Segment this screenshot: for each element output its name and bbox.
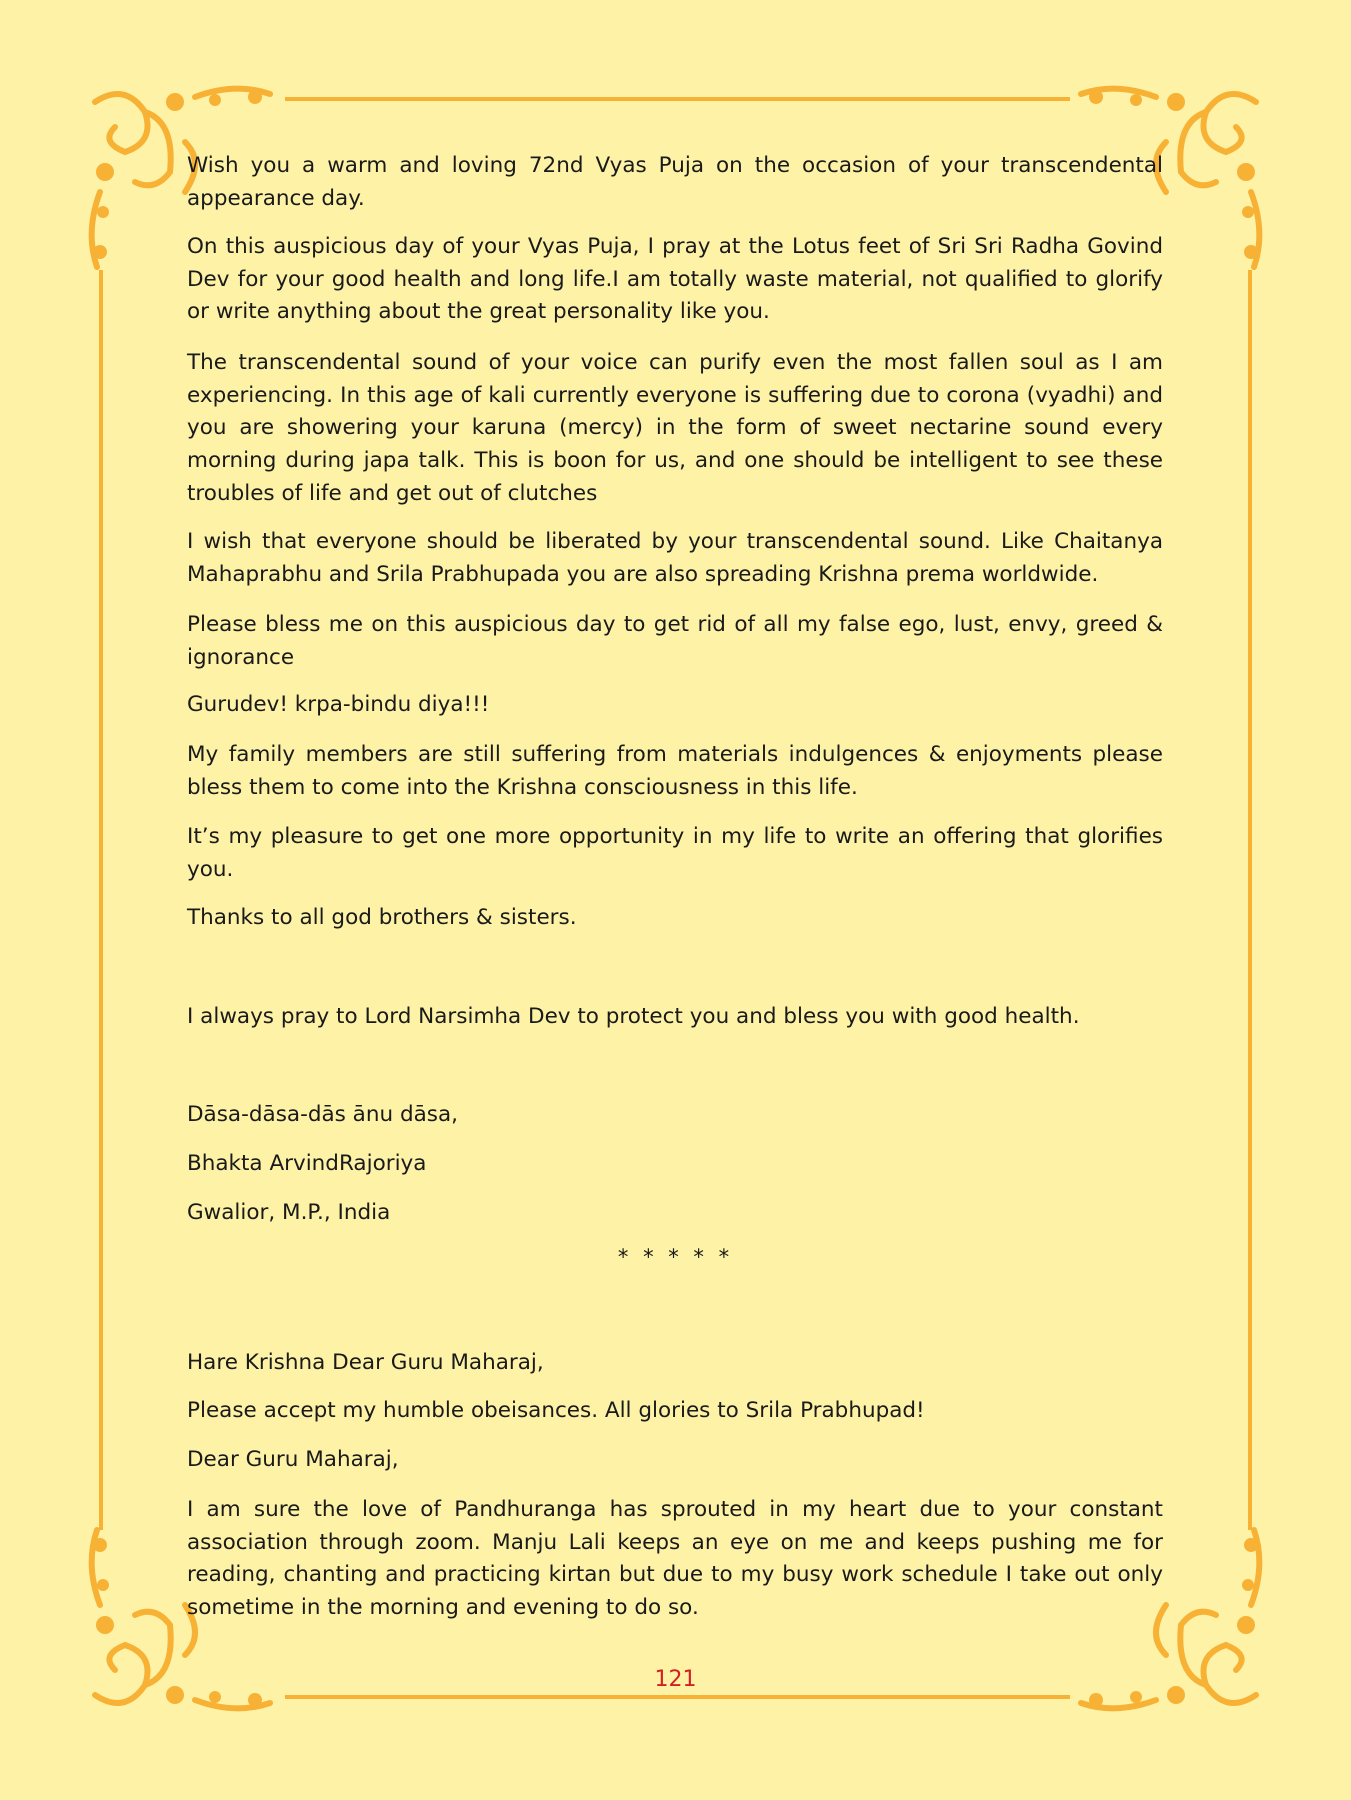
paragraph-narsimha: I always pray to Lord Narsimha Dev to protect you and bless you with good health. <box>187 1004 1080 1029</box>
border-top <box>285 97 1070 101</box>
paragraph-thanks: Thanks to all god brothers & sisters. <box>187 905 577 930</box>
paragraph-gurudev: Gurudev! krpa-bindu diya!!! <box>187 692 490 717</box>
paragraph-prayer: On this auspicious day of your Vyas Puja, I pray at the Lotus feet of Sri Sri Radha Govind Dev for your good health and long life.I am totally waste material, not qualified to glorify or write anything about the great personality like you. <box>187 234 1163 325</box>
signature-name: Bhakta ArvindRajoriya <box>187 1151 427 1176</box>
separator-stars: * * * * * <box>617 1245 734 1269</box>
paragraph-family: My family members are still suffering from materials indulgences & enjoyments please bless them to come into the Krishna consciousness in this life. <box>187 742 1163 800</box>
second-salutation: Dear Guru Maharaj, <box>187 1447 399 1472</box>
border-left <box>99 270 103 1530</box>
signature-location: Gwalior, M.P., India <box>187 1200 391 1225</box>
page-number: 121 <box>654 1667 697 1692</box>
paragraph-transcendental-sound: The transcendental sound of your voice can purify even the most fallen soul as I am experiencing. In this age of kali currently everyone is suffering due to corona (vyadhi) and you are showering your karuna (mercy) in the form of sweet nectarine sound every morning during japa talk. This is boon for us, and one should be intelligent to see these troubles of life and get out of clutches <box>187 350 1163 506</box>
second-greeting: Hare Krishna Dear Guru Maharaj, <box>187 1350 544 1375</box>
signature-servant: Dāsa-dāsa-dās ānu dāsa, <box>187 1102 458 1127</box>
second-obeisances: Please accept my humble obeisances. All glories to Srila Prabhupad! <box>187 1398 925 1423</box>
paragraph-blessing: Please bless me on this auspicious day to get rid of all my false ego, lust, envy, greed & ignorance <box>187 612 1163 670</box>
paragraph-pleasure: It’s my pleasure to get one more opportunity in my life to write an offering that glorifies you. <box>187 824 1163 882</box>
border-bottom <box>285 1695 1070 1699</box>
paragraph-liberation: I wish that everyone should be liberated by your transcendental sound. Like Chaitanya Mahaprabhu and Srila Prabhupada you are also spreading Krishna prema worldwide. <box>187 529 1163 587</box>
border-right <box>1248 270 1252 1530</box>
second-paragraph-pandhuranga: I am sure the love of Pandhuranga has sprouted in my heart due to your constant association through zoom. Manju Lali keeps an eye on me and keeps pushing me for reading, chanting and practicing kirtan but due to my busy work schedule I take out only sometime in the morning and evening to do so. <box>187 1497 1163 1621</box>
paragraph-greeting: Wish you a warm and loving 72nd Vyas Puja on the occasion of your transcendental appearance day. <box>187 153 1163 211</box>
